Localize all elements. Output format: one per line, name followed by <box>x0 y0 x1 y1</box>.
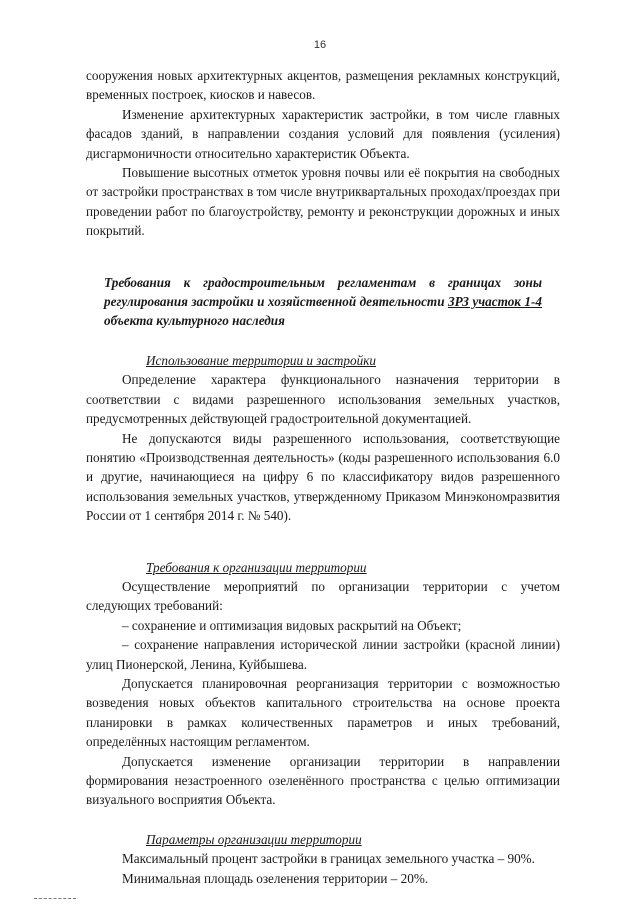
footer-divider <box>34 898 76 899</box>
main-heading-zone: ЗРЗ участок 1-4 <box>447 294 542 310</box>
paragraph-green-space: Допускается изменение организации территории в направлении формирования незастроенного озеленённого пространства с целью оптимизации визуального восприятия Объекта. <box>86 753 560 808</box>
paragraph-prohibited-uses: Не допускаются виды разрешенного использования, соответствующие понятию «Производственная деятельность» (коды разрешенного использования 6.0 и другие, начинающиеся на цифру 6 по классификатору видов разрешенного использования земельных участков, утвержденному Приказом Минэкономразвития России от 1 сентября 2014 г. № 540). <box>86 430 560 524</box>
parameter-max-coverage: Максимальный процент застройки в границах земельного участка – 90%. <box>122 851 535 867</box>
paragraph-measures-intro: Осуществление мероприятий по организации территории с учетом следующих требований: <box>86 578 560 614</box>
paragraph-soil-level: Повышение высотных отметок уровня почвы или её покрытия на свободных от застройки пространствах в том числе внутриквартальных проходах/проездах при проведении работ по благоустройству, ремонту и реконструкции дорожных и иных покрытий. <box>86 165 560 239</box>
paragraph-continuation: сооружения новых архитектурных акцентов, размещения рекламных конструкций, временных построек, киосков и навесов. <box>86 68 560 103</box>
main-heading <box>86 273 560 331</box>
section-title-parameters: Параметры организации территории <box>146 831 362 847</box>
parameter-min-greenery: Минимальная площадь озеленения территории – 20%. <box>122 870 429 886</box>
page-number: 16 <box>313 39 327 51</box>
main-heading-part1: Требования к градостроительным регламентам в границах зоны регулирования застройки и хозяйственной деятельности <box>104 274 542 310</box>
main-heading-part2: объекта культурного наследия <box>104 313 285 329</box>
paragraph-reorganization: Допускается планировочная реорганизация территории с возможностью возведения новых объектов капитального строительства на основе проекта планировки в рамках количественных параметров и иных требований, определённых настоящим регламентом. <box>86 675 560 750</box>
section-title-organization: Требования к организации территории <box>146 559 367 575</box>
paragraph-architecture: Изменение архитектурных характеристик застройки, в том числе главных фасадов зданий, в направлении создания условий для появления (усиления) дисгармоничности относительно характеристик Объекта. <box>86 106 560 161</box>
list-item-building-line: – сохранение направления исторической линии застройки (красной линии) улиц Пионерской, Ленина, Куйбышева. <box>86 637 560 672</box>
section-title-land-use: Использование территории и застройки <box>146 352 376 368</box>
paragraph-functional-purpose: Определение характера функционального назначения территории в соответствии с видами разрешенного использования земельных участков, предусмотренных действующей градостроительной документацией. <box>86 372 560 427</box>
list-item-view-corridors: – сохранение и оптимизация видовых раскрытий на Объект; <box>122 617 462 633</box>
document-body <box>86 66 560 888</box>
